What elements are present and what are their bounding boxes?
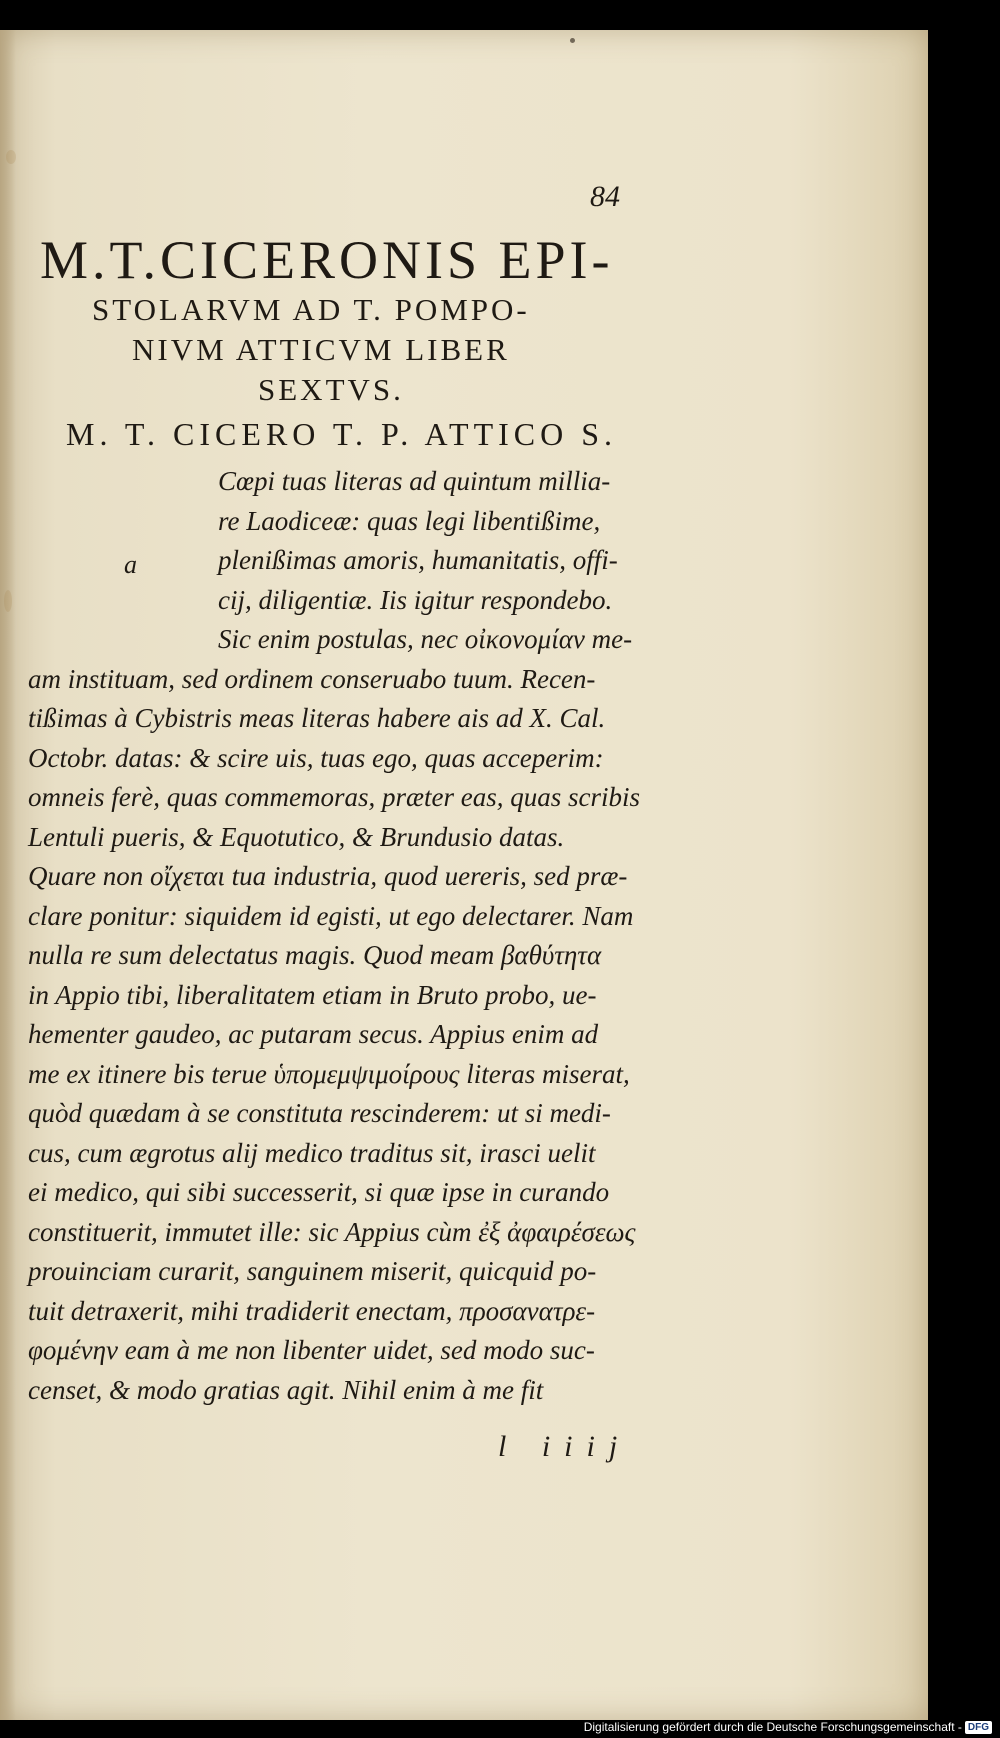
text-line: omneis ferè, quas commemoras, præter eas, quas scribis	[28, 782, 640, 812]
text-line: ei medico, qui sibi successerit, si quæ ipse in curando	[28, 1177, 610, 1207]
text-line: Sic enim postulas, nec οἰκονομίαν me-	[218, 624, 633, 654]
text-line: Octobr. datas: & scire uis, tuas ego, quas acceperim:	[28, 742, 604, 773]
title-line: M.T.CICERONIS EPI-	[40, 230, 614, 290]
text-line: am instituam, sed ordinem conseruabo tuum. Recen-	[28, 663, 596, 694]
text-line: plenißimas amoris, humanitatis, offi-	[218, 545, 618, 575]
book-title	[40, 230, 700, 410]
title-line: STOLARVM AD T. POMPO-	[92, 292, 530, 327]
text-line: quòd quædam à se constituta rescinderem: ut si medi-	[28, 1098, 611, 1128]
text-line: cus, cum ægrotus alij medico traditus sit, irasci uelit	[28, 1137, 596, 1168]
book-page	[0, 30, 928, 1720]
text-line: Cœpi tuas literas ad quintum millia-	[218, 466, 611, 496]
paper-stain	[6, 150, 16, 164]
text-line: Quare non οἴχεται tua industria, quod uereris, sed præ-	[28, 861, 628, 891]
text-line: Lentuli pueris, & Equotutico, & Brundusio datas.	[28, 821, 565, 852]
text-line: re Laodiceæ: quas legi libentißime,	[218, 505, 601, 536]
credit-text: Digitalisierung gefördert durch die Deutsche Forschungsgemeinschaft -	[583, 1720, 962, 1734]
text-line: me ex itinere bis terue ὑπομεμψιμοίρους literas miserat,	[28, 1058, 630, 1089]
digitization-credit	[584, 1720, 992, 1734]
paper-stain	[4, 590, 12, 612]
text-line: tißimas à Cybistris meas literas habere ais ad X. Cal.	[28, 703, 606, 733]
title-line: SEXTVS.	[258, 372, 404, 407]
marginal-note: a	[124, 550, 137, 579]
letter-heading: M. T. CICERO T. P. ATTICO S.	[66, 416, 618, 452]
dfg-logo: DFG	[965, 1721, 992, 1734]
text-line: prouinciam curarit, sanguinem miserit, quicquid po-	[28, 1256, 597, 1286]
text-line: nulla re sum delectatus magis. Quod meam βαθύτητα	[28, 940, 602, 970]
letter-body	[28, 462, 683, 1410]
text-line: in Appio tibi, liberalitatem etiam in Bruto probo, ue-	[28, 979, 597, 1010]
text-line: φομένην eam à me non libenter uidet, sed modo suc-	[28, 1335, 595, 1365]
text-line: constituerit, immutet ille: sic Appius cùm ἐξ ἀφαιρέσεως	[28, 1216, 636, 1247]
text-line: hementer gaudeo, ac putaram secus. Appius enim ad	[28, 1019, 599, 1049]
signature-mark: l iiij	[498, 1430, 632, 1463]
title-line: NIVM ATTICVM LIBER	[132, 332, 510, 367]
folio-number: 84	[590, 180, 620, 213]
text-line: tuit detraxerit, mihi tradiderit enectam, προσανατρε-	[28, 1295, 596, 1326]
text-line: cij, diligentiæ. Iis igitur respondebo.	[218, 584, 613, 615]
text-line: censet, & modo gratias agit. Nihil enim à me fit	[28, 1374, 544, 1405]
text-line: clare ponitur: siquidem id egisti, ut ego delectarer. Nam	[28, 900, 634, 931]
paper-stain	[570, 38, 575, 43]
